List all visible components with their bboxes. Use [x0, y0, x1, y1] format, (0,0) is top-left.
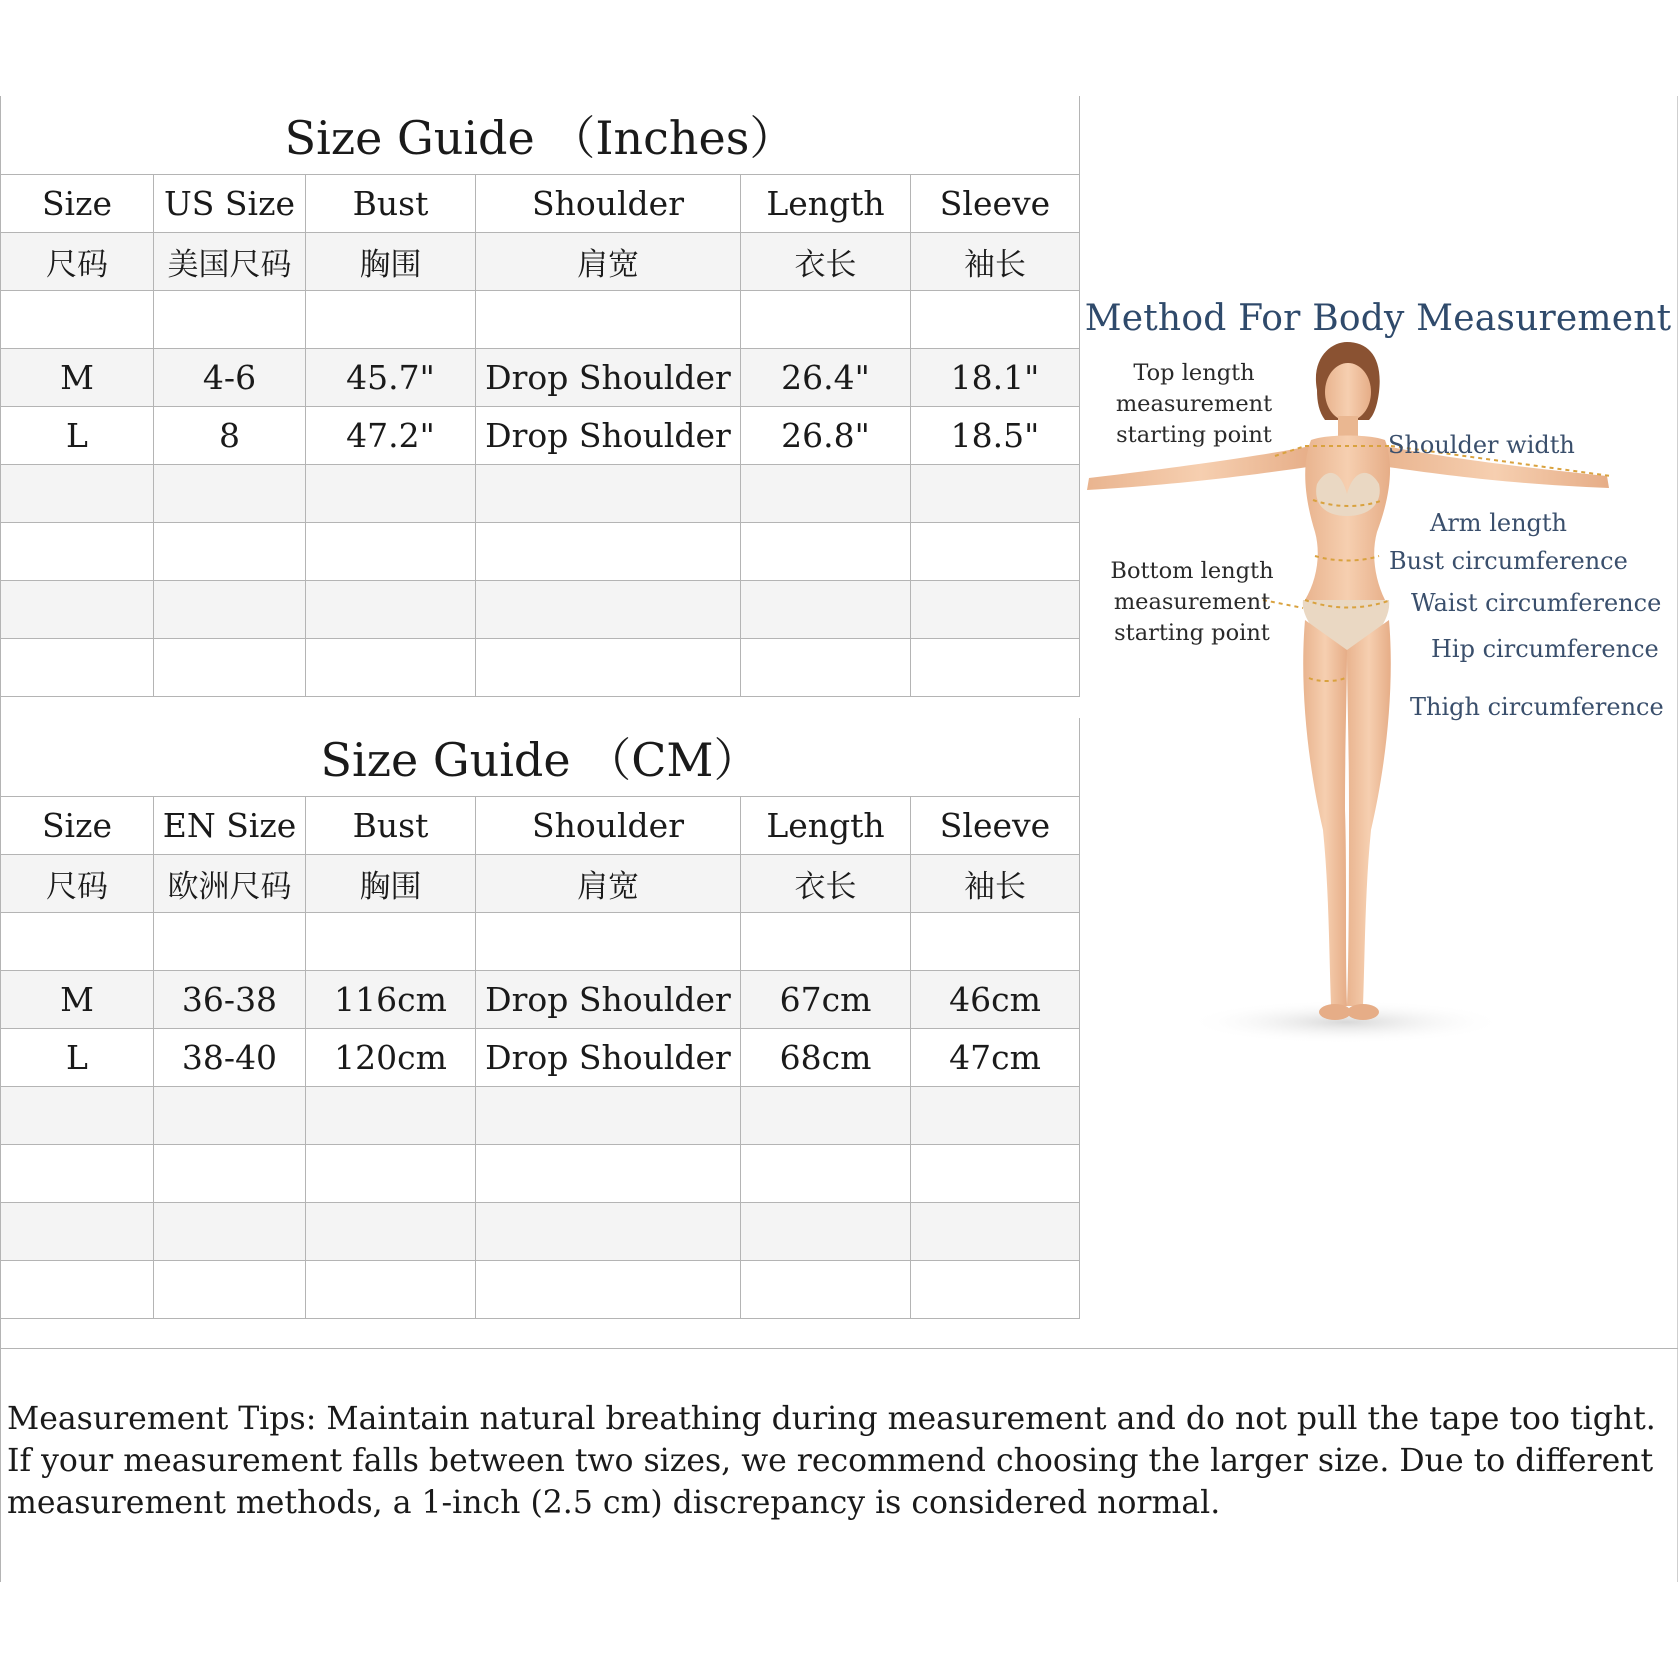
header-cn-length: 衣长	[741, 855, 911, 913]
empty-row	[1, 913, 1080, 971]
header-cn-sleeve: 袖长	[911, 855, 1080, 913]
header-us-size: US Size	[154, 175, 306, 233]
inches-table-title: Size Guide （Inches）	[1, 96, 1080, 175]
bust-circumference-label: Bust circumference	[1389, 547, 1628, 575]
top-length-label: Top length measurement starting point	[1115, 360, 1273, 448]
table-row	[1, 971, 1080, 1029]
table-row	[1, 349, 1080, 407]
size-guide-inches-table	[0, 96, 1080, 697]
header-cn-shoulder: 肩宽	[476, 855, 741, 913]
header-length: Length	[741, 175, 911, 233]
header-cn-bust: 胸围	[306, 233, 476, 291]
bottom-length-label: Bottom length measurement starting point	[1110, 558, 1274, 646]
measurement-tips: Measurement Tips: Maintain natural breathing during measurement and do not pull the tape too tight. If your measurement falls between two sizes, we recommend choosing the larger size. Due to different measurement methods, a 1-inch (2.5 cm) discrepancy is considered normal.	[7, 1401, 1656, 1521]
empty-row	[1, 291, 1080, 349]
cell-sleeve: 46cm	[911, 971, 1080, 1029]
table-row	[1, 1029, 1080, 1087]
cell-bust: 120cm	[306, 1029, 476, 1087]
cell-sleeve: 47cm	[911, 1029, 1080, 1087]
cell-size: L	[1, 407, 154, 465]
cell-bust: 45.7"	[306, 349, 476, 407]
cell-shoulder: Drop Shoulder	[476, 349, 741, 407]
empty-row	[1, 1087, 1080, 1145]
header-shoulder: Shoulder	[476, 175, 741, 233]
empty-row	[1, 1261, 1080, 1319]
header-cn-size: 尺码	[1, 233, 154, 291]
hip-circumference-label: Hip circumference	[1431, 635, 1659, 663]
header-sleeve: Sleeve	[911, 175, 1080, 233]
cell-us-size: 8	[154, 407, 306, 465]
header-size: Size	[1, 797, 154, 855]
size-guide-cm-table	[0, 718, 1080, 1319]
empty-row	[1, 581, 1080, 639]
header-cn-length: 衣长	[741, 233, 911, 291]
cell-sleeve: 18.1"	[911, 349, 1080, 407]
cell-en-size: 36-38	[154, 971, 306, 1029]
header-en-size: EN Size	[154, 797, 306, 855]
cell-size: M	[1, 971, 154, 1029]
empty-row	[1, 523, 1080, 581]
header-bust: Bust	[306, 175, 476, 233]
section-divider	[0, 1348, 1678, 1349]
header-cn-bust: 胸围	[306, 855, 476, 913]
header-cn-us-size: 美国尺码	[154, 233, 306, 291]
empty-row	[1, 1145, 1080, 1203]
cell-length: 67cm	[741, 971, 911, 1029]
cell-length: 68cm	[741, 1029, 911, 1087]
cell-size: L	[1, 1029, 154, 1087]
header-cn-en-size: 欧洲尺码	[154, 855, 306, 913]
table-row	[1, 407, 1080, 465]
empty-row	[1, 1203, 1080, 1261]
cm-table-title: Size Guide （CM）	[1, 718, 1080, 797]
header-bust: Bust	[306, 797, 476, 855]
thigh-circumference-label: Thigh circumference	[1410, 693, 1664, 721]
cell-bust: 116cm	[306, 971, 476, 1029]
shoulder-width-label: Shoulder width	[1388, 431, 1575, 459]
cell-en-size: 38-40	[154, 1029, 306, 1087]
arm-length-label: Arm length	[1430, 509, 1567, 537]
cell-us-size: 4-6	[154, 349, 306, 407]
cell-shoulder: Drop Shoulder	[476, 971, 741, 1029]
header-sleeve: Sleeve	[911, 797, 1080, 855]
body-measurement-panel	[1079, 270, 1677, 1070]
empty-row	[1, 465, 1080, 523]
cell-length: 26.8"	[741, 407, 911, 465]
header-length: Length	[741, 797, 911, 855]
waist-circumference-label: Waist circumference	[1411, 589, 1662, 617]
cell-bust: 47.2"	[306, 407, 476, 465]
cell-size: M	[1, 349, 154, 407]
measurement-title: Method For Body Measurement	[1084, 298, 1672, 339]
header-shoulder: Shoulder	[476, 797, 741, 855]
empty-row	[1, 639, 1080, 697]
cell-shoulder: Drop Shoulder	[476, 407, 741, 465]
cell-length: 26.4"	[741, 349, 911, 407]
header-size: Size	[1, 175, 154, 233]
header-cn-shoulder: 肩宽	[476, 233, 741, 291]
cell-sleeve: 18.5"	[911, 407, 1080, 465]
header-cn-sleeve: 袖长	[911, 233, 1080, 291]
header-cn-size: 尺码	[1, 855, 154, 913]
cell-shoulder: Drop Shoulder	[476, 1029, 741, 1087]
